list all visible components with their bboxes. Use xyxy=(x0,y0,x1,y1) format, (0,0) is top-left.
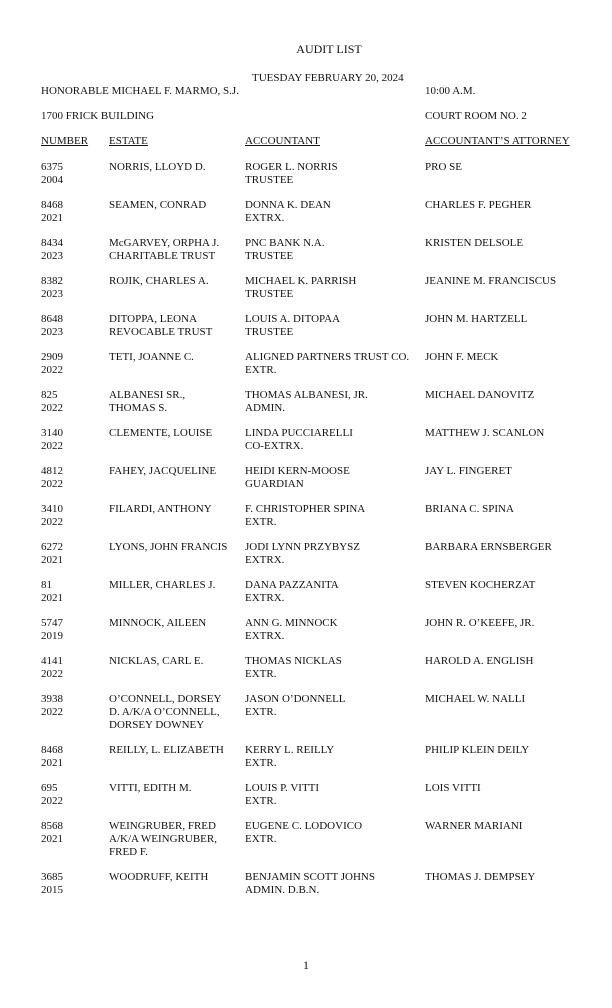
table-row xyxy=(0,503,612,541)
entry-estate: ALBANESI SR., THOMAS S. xyxy=(109,389,186,414)
entry-accountant: PNC BANK N.A. xyxy=(245,237,325,249)
entry-accountant-role: ADMIN. xyxy=(245,402,286,414)
entry-accountant: DANA PAZZANITA xyxy=(245,579,339,591)
column-header-attorney: ACCOUNTANT’S ATTORNEY xyxy=(425,135,570,147)
entry-year: 2021 xyxy=(41,833,63,845)
entry-attorney: PRO SE xyxy=(425,161,462,173)
entry-accountant: HEIDI KERN-MOOSE xyxy=(245,465,350,477)
entry-accountant-role: EXTR. xyxy=(245,364,277,376)
entry-accountant-role: EXTR. xyxy=(245,795,277,807)
judge-name: HONORABLE MICHAEL F. MARMO, S.J. xyxy=(41,85,239,97)
entry-estate: FAHEY, JACQUELINE xyxy=(109,465,217,477)
entry-attorney: HAROLD A. ENGLISH xyxy=(425,655,534,667)
entry-accountant: EUGENE C. LODOVICO xyxy=(245,820,363,832)
entry-number-cell xyxy=(41,693,105,719)
entry-estate: NORRIS, LLOYD D. xyxy=(109,161,206,173)
table-row xyxy=(0,199,612,237)
column-header-number: NUMBER xyxy=(41,135,89,147)
entry-accountant: LOUIS A. DITOPAA xyxy=(245,313,341,325)
entry-year: 2015 xyxy=(41,884,63,896)
entry-year: 2023 xyxy=(41,326,63,338)
entry-attorney: STEVEN KOCHERZAT xyxy=(425,579,536,591)
entry-accountant-cell xyxy=(245,820,421,846)
entry-accountant-cell xyxy=(245,655,421,681)
entry-number-cell xyxy=(41,199,105,225)
entry-accountant: MICHAEL K. PARRISH xyxy=(245,275,357,287)
table-row xyxy=(0,313,612,351)
entry-number-cell xyxy=(41,237,105,263)
entry-number: 8434 xyxy=(41,237,63,249)
entry-attorney: BARBARA ERNSBERGER xyxy=(425,541,552,553)
table-row xyxy=(0,820,612,871)
entry-estate: O’CONNELL, DORSEY D. A/K/A O’CONNELL, DORSEY DOWNEY xyxy=(109,693,222,731)
entry-attorney: JOHN F. MECK xyxy=(425,351,499,363)
entry-year: 2022 xyxy=(41,364,63,376)
entry-accountant-role: GUARDIAN xyxy=(245,478,304,490)
entry-attorney: JEANINE M. FRANCISCUS xyxy=(425,275,557,287)
entry-year: 2019 xyxy=(41,630,63,642)
entry-accountant: ANN G. MINNOCK xyxy=(245,617,338,629)
entry-number: 6272 xyxy=(41,541,63,553)
hearing-time: 10:00 A.M. xyxy=(425,85,476,97)
entry-year: 2023 xyxy=(41,250,63,262)
entry-accountant: ALIGNED PARTNERS TRUST CO. xyxy=(245,351,410,363)
table-row xyxy=(0,351,612,389)
entry-estate: SEAMEN, CONRAD xyxy=(109,199,207,211)
entry-estate: CLEMENTE, LOUISE xyxy=(109,427,213,439)
entry-accountant: KERRY L. REILLY xyxy=(245,744,335,756)
entry-accountant-cell xyxy=(245,541,421,567)
entry-accountant-role: EXTRX. xyxy=(245,554,285,566)
building-address: 1700 FRICK BUILDING xyxy=(41,110,155,122)
entry-attorney: KRISTEN DELSOLE xyxy=(425,237,524,249)
entry-number: 5747 xyxy=(41,617,63,629)
entry-number: 695 xyxy=(41,782,58,794)
entry-accountant-role: EXTR. xyxy=(245,833,277,845)
entry-year: 2022 xyxy=(41,706,63,718)
entry-accountant-role: EXTRX. xyxy=(245,212,285,224)
entry-number-cell xyxy=(41,655,105,681)
entry-number: 8468 xyxy=(41,744,63,756)
entry-year: 2021 xyxy=(41,757,63,769)
entry-attorney: CHARLES F. PEGHER xyxy=(425,199,532,211)
entry-year: 2022 xyxy=(41,478,63,490)
entry-number-cell xyxy=(41,427,105,453)
entry-number-cell xyxy=(41,275,105,301)
table-row xyxy=(0,541,612,579)
entry-estate: TETI, JOANNE C. xyxy=(109,351,194,363)
table-row xyxy=(0,782,612,820)
column-header-accountant: ACCOUNTANT xyxy=(245,135,320,147)
entry-attorney: PHILIP KLEIN DEILY xyxy=(425,744,530,756)
entry-number: 8468 xyxy=(41,199,63,211)
entry-attorney: MATTHEW J. SCANLON xyxy=(425,427,545,439)
document-title: AUDIT LIST xyxy=(296,42,362,56)
entry-number-cell xyxy=(41,503,105,529)
entry-year: 2022 xyxy=(41,795,63,807)
entry-accountant: JODI LYNN PRZYBYSZ xyxy=(245,541,361,553)
entry-accountant-cell xyxy=(245,693,421,719)
entry-accountant-cell xyxy=(245,237,421,263)
entry-number: 825 xyxy=(41,389,58,401)
entry-year: 2022 xyxy=(41,668,63,680)
entry-number: 6375 xyxy=(41,161,63,173)
entry-estate: WEINGRUBER, FRED A/K/A WEINGRUBER, FRED F. xyxy=(109,820,217,858)
entry-accountant-role: EXTR. xyxy=(245,668,277,680)
entry-year: 2021 xyxy=(41,592,63,604)
entry-accountant: LINDA PUCCIARELLI xyxy=(245,427,353,439)
entry-accountant: ROGER L. NORRIS xyxy=(245,161,338,173)
entry-accountant: LOUIS P. VITTI xyxy=(245,782,320,794)
hearing-date: TUESDAY FEBRUARY 20, 2024 xyxy=(252,72,404,84)
entry-year: 2021 xyxy=(41,212,63,224)
entry-number-cell xyxy=(41,579,105,605)
entry-attorney: JOHN M. HARTZELL xyxy=(425,313,528,325)
entry-accountant-cell xyxy=(245,617,421,643)
entry-attorney: BRIANA C. SPINA xyxy=(425,503,514,515)
entry-number: 4812 xyxy=(41,465,63,477)
entry-number: 3410 xyxy=(41,503,63,515)
entry-accountant: F. CHRISTOPHER SPINA xyxy=(245,503,366,515)
entry-number: 81 xyxy=(41,579,52,591)
entry-number: 8382 xyxy=(41,275,63,287)
entry-attorney: MICHAEL DANOVITZ xyxy=(425,389,535,401)
courtroom-number: COURT ROOM NO. 2 xyxy=(425,110,527,122)
entry-attorney: WARNER MARIANI xyxy=(425,820,523,832)
entry-attorney: THOMAS J. DEMPSEY xyxy=(425,871,536,883)
entry-number-cell xyxy=(41,541,105,567)
entry-estate: MILLER, CHARLES J. xyxy=(109,579,216,591)
entry-accountant-role: TRUSTEE xyxy=(245,288,294,300)
entry-estate: VITTI, EDITH M. xyxy=(109,782,192,794)
table-row xyxy=(0,744,612,782)
entry-number-cell xyxy=(41,820,105,846)
entry-number: 4141 xyxy=(41,655,63,667)
entry-accountant-cell xyxy=(245,871,421,897)
entry-estate: ROJIK, CHARLES A. xyxy=(109,275,209,287)
table-row xyxy=(0,579,612,617)
table-row xyxy=(0,655,612,693)
entry-number-cell xyxy=(41,465,105,491)
entry-number-cell xyxy=(41,313,105,339)
entry-accountant-cell xyxy=(245,389,421,415)
entry-accountant-role: CO-EXTRX. xyxy=(245,440,304,452)
entry-accountant-cell xyxy=(245,503,421,529)
entry-year: 2022 xyxy=(41,402,63,414)
entry-year: 2004 xyxy=(41,174,63,186)
entry-accountant-cell xyxy=(245,275,421,301)
entry-attorney: JOHN R. O’KEEFE, JR. xyxy=(425,617,535,629)
table-row xyxy=(0,275,612,313)
entry-number: 8568 xyxy=(41,820,63,832)
table-row xyxy=(0,237,612,275)
audit-entries-list xyxy=(0,161,612,909)
entry-accountant-cell xyxy=(245,199,421,225)
entry-attorney: JAY L. FINGERET xyxy=(425,465,512,477)
entry-accountant: THOMAS ALBANESI, JR. xyxy=(245,389,368,401)
entry-year: 2021 xyxy=(41,554,63,566)
entry-year: 2022 xyxy=(41,516,63,528)
entry-accountant-role: TRUSTEE xyxy=(245,326,294,338)
entry-accountant-role: TRUSTEE xyxy=(245,250,294,262)
entry-estate: DITOPPA, LEONA REVOCABLE TRUST xyxy=(109,313,213,338)
entry-accountant-role: ADMIN. D.B.N. xyxy=(245,884,320,896)
entry-accountant-cell xyxy=(245,427,421,453)
entry-accountant-cell xyxy=(245,579,421,605)
entry-number-cell xyxy=(41,871,105,897)
entry-number: 2909 xyxy=(41,351,63,363)
entry-number: 8648 xyxy=(41,313,63,325)
page-number: 1 xyxy=(303,958,309,972)
table-row xyxy=(0,693,612,744)
entry-accountant: DONNA K. DEAN xyxy=(245,199,331,211)
entry-accountant: JASON O’DONNELL xyxy=(245,693,346,705)
entry-year: 2022 xyxy=(41,440,63,452)
entry-estate: NICKLAS, CARL E. xyxy=(109,655,204,667)
table-row xyxy=(0,617,612,655)
entry-estate: FILARDI, ANTHONY xyxy=(109,503,212,515)
entry-accountant-role: EXTRX. xyxy=(245,630,285,642)
entry-accountant-cell xyxy=(245,465,421,491)
entry-estate: MINNOCK, AILEEN xyxy=(109,617,207,629)
entry-accountant-cell xyxy=(245,351,421,377)
entry-number-cell xyxy=(41,351,105,377)
entry-accountant-role: EXTR. xyxy=(245,757,277,769)
entry-estate: REILLY, L. ELIZABETH xyxy=(109,744,224,756)
entry-number: 3140 xyxy=(41,427,63,439)
entry-number-cell xyxy=(41,782,105,808)
entry-attorney: MICHAEL W. NALLI xyxy=(425,693,526,705)
entry-accountant-role: TRUSTEE xyxy=(245,174,294,186)
entry-number-cell xyxy=(41,617,105,643)
table-row xyxy=(0,465,612,503)
entry-estate: McGARVEY, ORPHA J. CHARITABLE TRUST xyxy=(109,237,220,262)
table-row xyxy=(0,161,612,199)
entry-accountant: THOMAS NICKLAS xyxy=(245,655,342,667)
entry-attorney: LOIS VITTI xyxy=(425,782,481,794)
entry-year: 2023 xyxy=(41,288,63,300)
column-header-estate: ESTATE xyxy=(109,135,148,147)
entry-accountant-role: EXTR. xyxy=(245,706,277,718)
entry-accountant-role: EXTRX. xyxy=(245,592,285,604)
entry-accountant-cell xyxy=(245,161,421,187)
entry-estate: LYONS, JOHN FRANCIS xyxy=(109,541,228,553)
entry-accountant-cell xyxy=(245,744,421,770)
entry-number: 3938 xyxy=(41,693,63,705)
entry-accountant-role: EXTR. xyxy=(245,516,277,528)
entry-estate: WOODRUFF, KEITH xyxy=(109,871,209,883)
entry-accountant-cell xyxy=(245,782,421,808)
table-row xyxy=(0,871,612,909)
table-row xyxy=(0,389,612,427)
entry-number: 3685 xyxy=(41,871,63,883)
entry-number-cell xyxy=(41,744,105,770)
table-row xyxy=(0,427,612,465)
entry-number-cell xyxy=(41,161,105,187)
entry-accountant: BENJAMIN SCOTT JOHNS xyxy=(245,871,375,883)
entry-accountant-cell xyxy=(245,313,421,339)
entry-number-cell xyxy=(41,389,105,415)
